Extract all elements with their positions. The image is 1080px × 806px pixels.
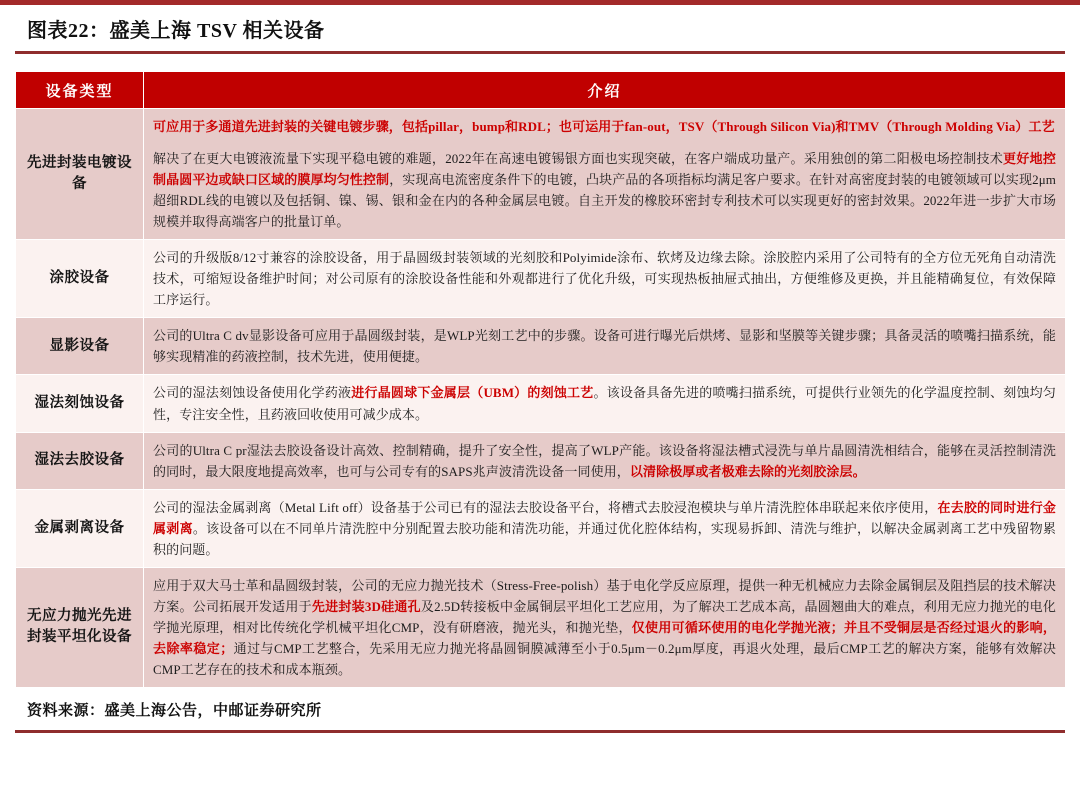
equipment-type-cell: 湿法刻蚀设备 (16, 375, 144, 432)
lead-red-text: 可应用于多通道先进封装的关键电镀步骤，包括pillar，bump和RDL；也可运用于fan-out，TSV（Through Silicon Via)和TMV（Through Molding Via）工艺 (153, 119, 1055, 134)
body-text-pre: 公司的升级版8/12寸兼容的涂胶设备，用于晶圆级封装领域的光刻胶和Polyimide涂布、软烤及边缘去除。涂胶腔内采用了公司特有的全方位无死角自动清洗技术，可缩短设备维护时间；对公司原有的涂胶设备性能和外观都进行了优化升级，可实现热板抽屉式抽出，方便维修及更换，并且能精确复位，有效保障工序运行。 (153, 250, 1056, 308)
equipment-table-wrapper (15, 71, 1065, 688)
header-row (16, 72, 1066, 109)
equipment-description-cell (144, 109, 1066, 240)
bottom-spacer (0, 720, 1080, 730)
equipment-type-cell: 先进封装电镀设备 (16, 109, 144, 240)
table-row (16, 432, 1066, 489)
equipment-description-cell (144, 567, 1066, 687)
table-row (16, 489, 1066, 567)
description-body-paragraph (153, 382, 1056, 424)
equipment-type-cell: 显影设备 (16, 318, 144, 375)
description-lead-paragraph (153, 116, 1056, 137)
equipment-type-cell: 金属剥离设备 (16, 489, 144, 567)
description-body-paragraph (153, 497, 1056, 560)
body-text-pre: 应用于双大马士革和晶圆级封装，公司的无应力抛光技术（Stress-Free-polish）基于电化学反应原理，提供一种无机械应力去除金属铜层及阻挡层的技术解决方案。公司拓展开发适用于 (153, 577, 1056, 614)
body-text-highlight: 进行晶圆球下金属层（UBM）的刻蚀工艺 (351, 385, 594, 401)
body-text-post: 及2.5D转接板中金属铜层平坦化工艺应用，为了解决工艺成本高，晶圆翘曲大的难点，利用无应力抛光的电化学抛光原理，相对比传统化学机械平坦化CMP，没有研磨液，抛光头，和抛光垫， (153, 598, 1057, 635)
body-text-pre: 公司的Ultra C pr湿法去胶设备设计高效、控制精确，提升了安全性，提高了WLP产能。该设备将湿法槽式浸洗与单片晶圆清洗相结合，能够在灵活控制清洗的同时，最大限度地提高效率，也可与公司专有的SAPS兆声波清洗设备一同使用， (153, 442, 1056, 479)
description-body-paragraph (153, 325, 1056, 367)
page-title: 图表22：盛美上海 TSV 相关设备 (27, 20, 325, 42)
equipment-description-cell (144, 318, 1066, 375)
body-text-post: ，实现高电流密度条件下的电镀，凸块产品的各项指标均满足客户要求。在针对高密度封装的电镀领域可以实现2μm超细RDL线的电镀以及包括铜、镍、锡、银和金在内的各种金属层电镀。自主开发的橡胶环密封专利技术可以实现更好的密封效果。2022年进一步扩大市场规模并取得高端客户的批量订单。 (153, 172, 1056, 230)
body-text-post: 。该设备具备先进的喷嘴扫描系统，可提供行业领先的化学温度控制、刻蚀均匀性，专注安全性，且药液回收使用可减少成本。 (153, 385, 1056, 422)
body-text-pre: 公司的湿法金属剥离（Metal Lift off）设备基于公司已有的湿法去胶设备平台，将槽式去胶浸泡模块与单片清洗腔体串联起来依序使用， (153, 499, 938, 515)
body-text-pre: 解决了在更大电镀液流量下实现平稳电镀的难题，2022年在高速电镀锡银方面也实现突破，在客户端成功量产。采用独创的第二阳极电场控制技术 (153, 151, 1004, 167)
equipment-type-cell: 无应力抛光先进封装平坦化设备 (16, 567, 144, 687)
body-text-highlight: 更好地控制晶圆平边或缺口区域的膜厚均匀性控制 (153, 151, 1056, 188)
bottom-rule (15, 730, 1065, 733)
body-text-highlight: 以清除极厚或者极难去除的光刻胶涂层。 (629, 463, 866, 479)
equipment-description-cell (144, 375, 1066, 432)
description-body-paragraph (153, 440, 1056, 482)
column-header-intro: 介绍 (144, 72, 1066, 109)
body-text-highlight: 在去胶的同时进行金属剥离 (153, 499, 1056, 536)
table-row (16, 109, 1066, 240)
table-body (16, 109, 1066, 688)
figure-title-bar (15, 5, 1065, 51)
equipment-type-cell: 湿法去胶设备 (16, 432, 144, 489)
body-text-highlight-2: 仅使用可循环使用的电化学抛光液；并且不受铜层是否经过退火的影响，去除率稳定； (153, 619, 1056, 656)
table-row (16, 567, 1066, 687)
equipment-table (15, 71, 1066, 688)
equipment-type-cell: 涂胶设备 (16, 240, 144, 318)
table-header (16, 72, 1066, 109)
equipment-description-cell (144, 489, 1066, 567)
body-text-pre: 公司的Ultra C dv显影设备可应用于晶圆级封装，是WLP光刻工艺中的步骤。设备可进行曝光后烘烤、显影和坚膜等关键步骤；具备灵活的喷嘴扫描系统，能够实现精准的药液控制，技术先进，使用便捷。 (153, 328, 1056, 365)
source-note: 资料来源：盛美上海公告，中邮证券研究所 (27, 703, 322, 720)
equipment-description-cell (144, 432, 1066, 489)
body-text-post: 。该设备可以在不同单片清洗腔中分别配置去胶功能和清洗功能，并通过优化腔体结构，实现易拆卸、清洗与维护，以解决金属剥离工艺中残留物累积的问题。 (153, 520, 1056, 557)
table-row (16, 375, 1066, 432)
body-text-highlight: 先进封装3D硅通孔 (311, 598, 421, 614)
description-body-paragraph (153, 247, 1056, 310)
equipment-description-cell (144, 240, 1066, 318)
description-body-paragraph (153, 575, 1056, 680)
body-text-pre: 公司的湿法刻蚀设备使用化学药液 (153, 385, 352, 401)
title-underline-rule (15, 51, 1065, 54)
table-row (16, 240, 1066, 318)
description-body-paragraph (153, 148, 1056, 232)
body-text-post-2: 通过与CMP工艺整合，先采用无应力抛光将晶圆铜膜减薄至小于0.5μm－0.2μm厚度，再退火处理，最后CMP工艺的解决方案，能够有效解决CMP工艺存在的技术和成本瓶颈。 (153, 640, 1056, 677)
table-row (16, 318, 1066, 375)
column-header-type: 设备类型 (16, 72, 144, 109)
